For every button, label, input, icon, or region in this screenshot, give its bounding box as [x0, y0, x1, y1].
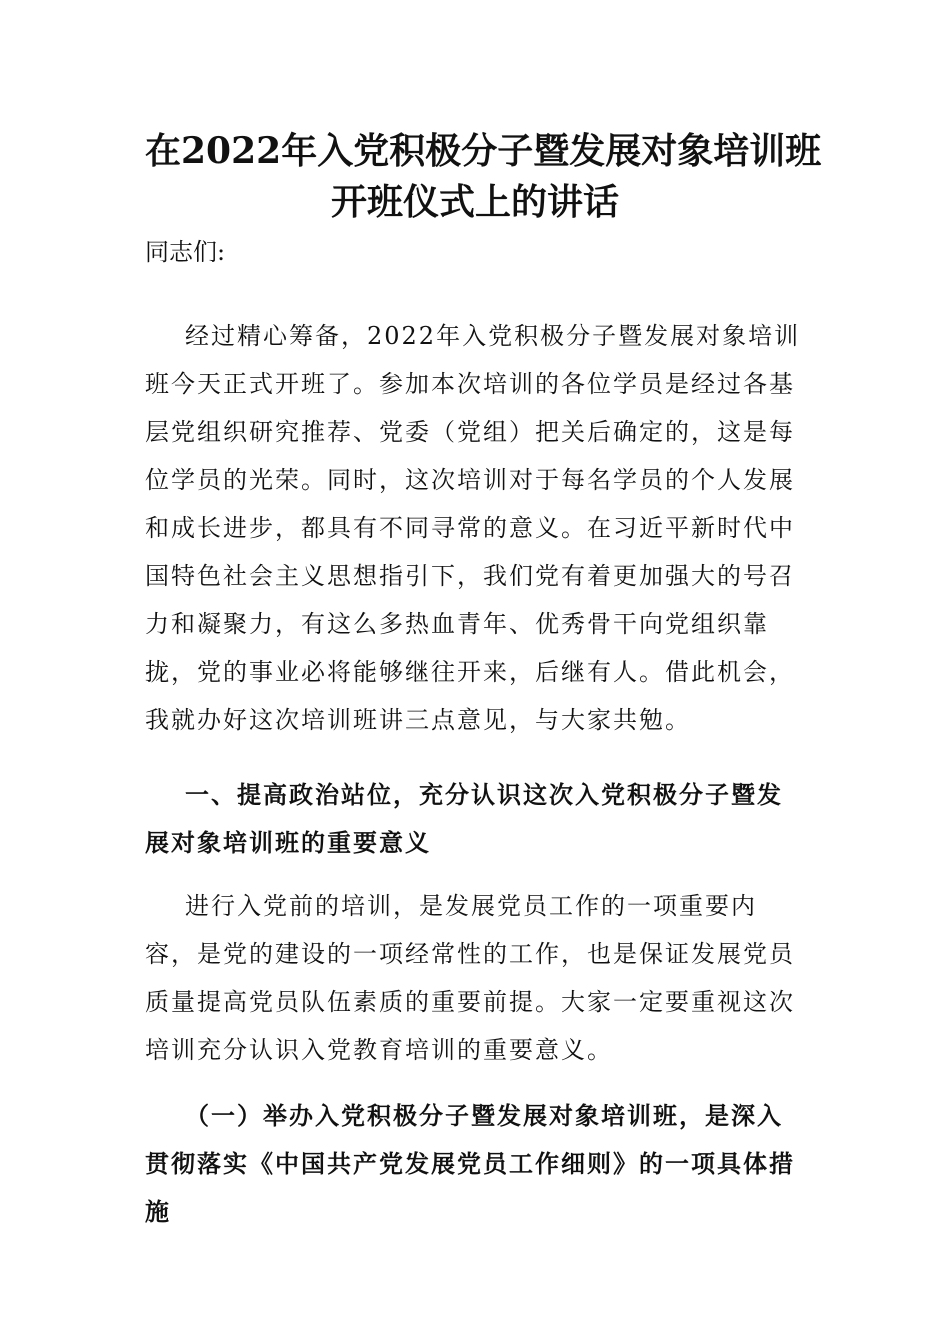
subsection-heading-1: （一）举办入党积极分子暨发展对象培训班，是深入贯彻落实《中国共产党发展党员工作细则》的一项具体措施 — [145, 1101, 795, 1226]
section-1-paragraph: 进行入党前的培训，是发展党员工作的一项重要内容，是党的建设的一项经常性的工作，也是保证发展党员质量提高党员队伍素质的重要前提。大家一定要重视这次培训充分认识入党教育培训的重要意义。 — [145, 892, 795, 1064]
document-title-line-2: 开班仪式上的讲话 — [330, 181, 619, 223]
intro-paragraph: 经过精心筹备，2022年入党积极分子暨发展对象培训班今天正式开班了。参加本次培训的各位学员是经过各基层党组织研究推荐、党委（党组）把关后确定的，这是每位学员的光荣。同时，这次培训对于每名学员的个人发展和成长进步，都具有不同寻常的意义。在习近平新时代中国特色社会主义思想指引下，我们党有着更加强大的号召力和凝聚力，有这么多热血青年、优秀骨干向党组织靠拢，党的事业必将能够继往开来，后继有人。借此机会，我就办好这次培训班讲三点意见，与大家共勉。 — [145, 322, 801, 734]
document-title-line-1: 在2022年入党积极分子暨发展对象培训班 — [145, 130, 822, 172]
salutation: 同志们: — [145, 238, 226, 266]
section-heading-1: 一、提高政治站位，充分认识这次入党积极分子暨发展对象培训班的重要意义 — [145, 780, 783, 857]
